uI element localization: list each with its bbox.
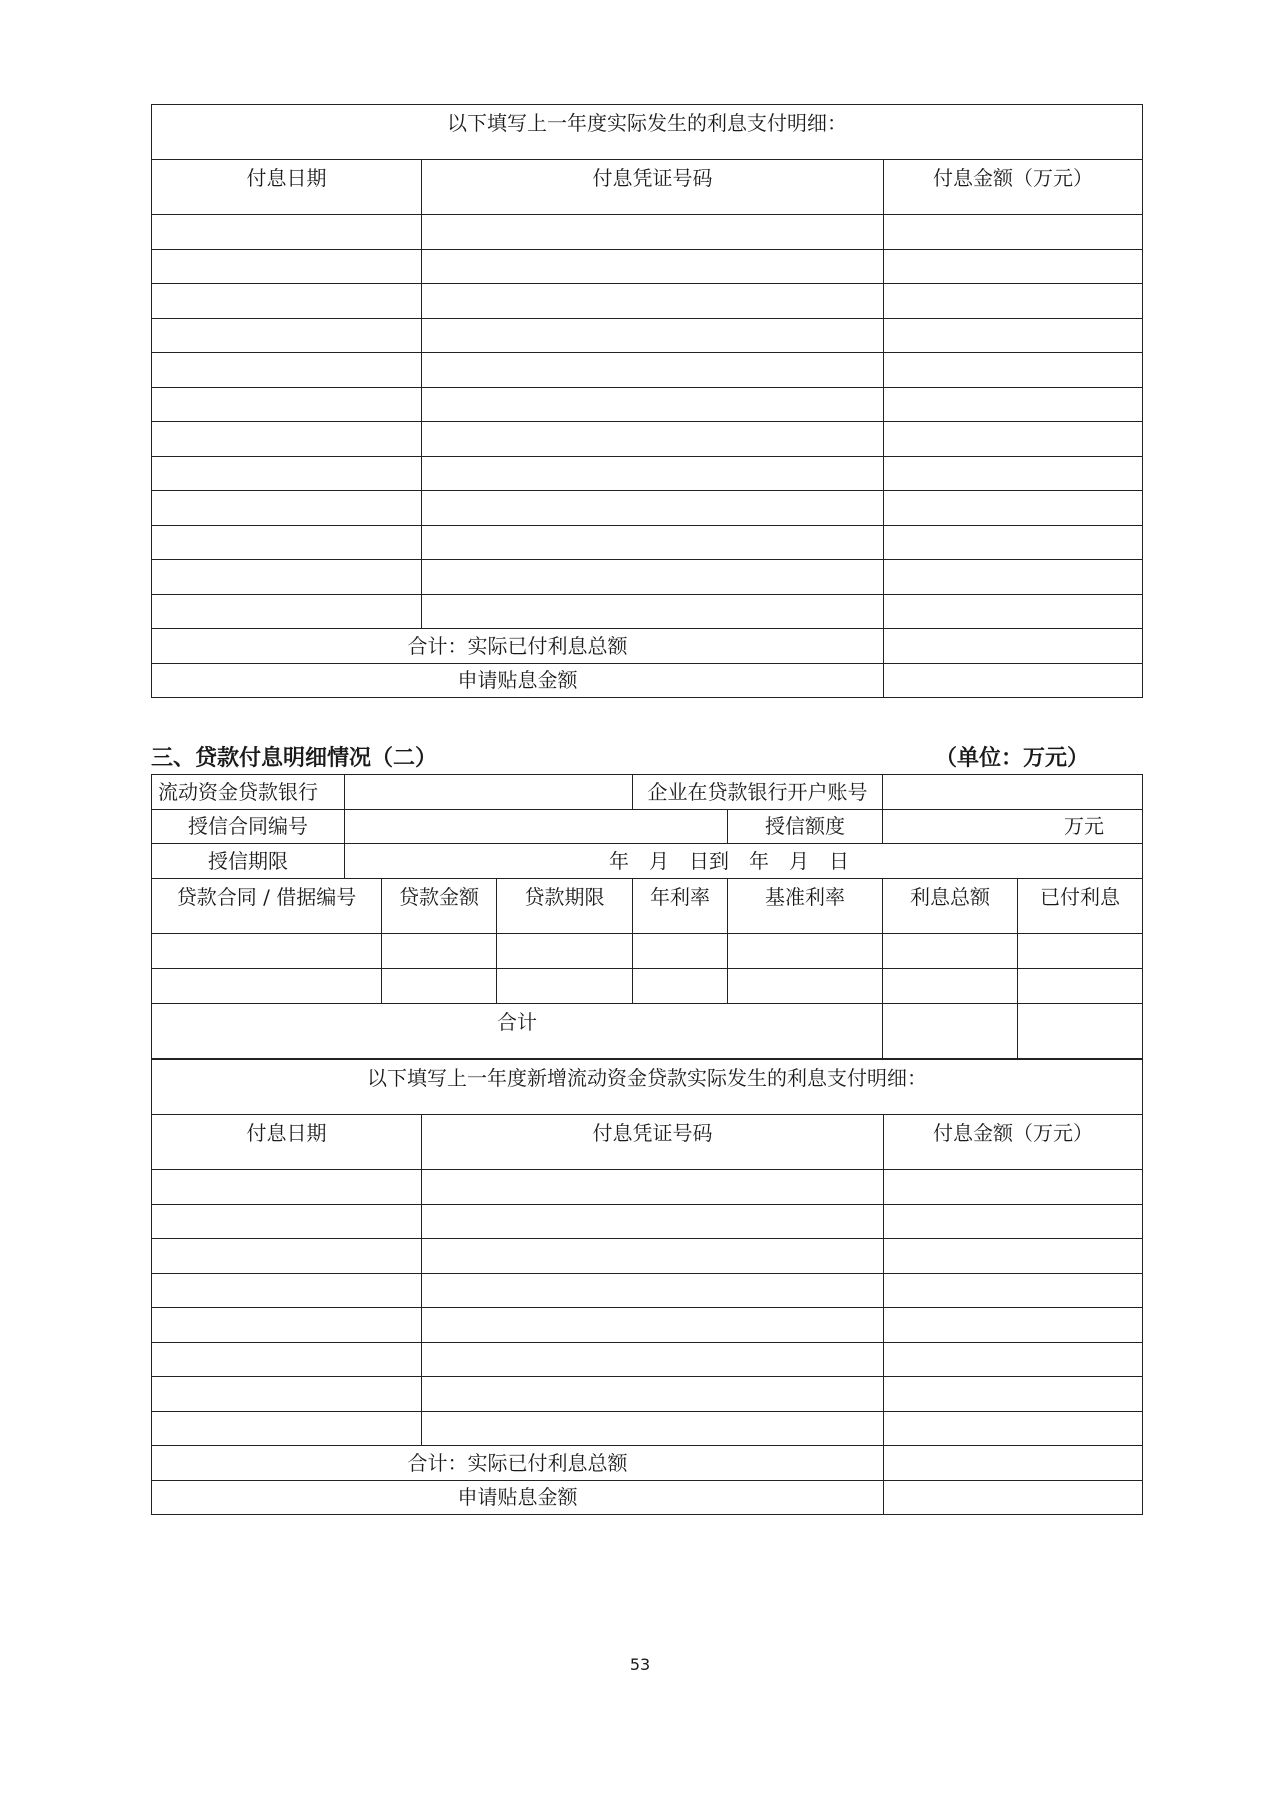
credit-amount-unit[interactable]: 万元 (883, 809, 1143, 844)
table-row (152, 1239, 1143, 1274)
header-paid-interest: 已付利息 (1018, 878, 1143, 933)
table-row (152, 968, 1143, 1003)
cell-voucher-no[interactable] (422, 456, 884, 491)
cell-pay-amount[interactable] (884, 1377, 1143, 1412)
table-row (152, 933, 1143, 968)
cell-pay-date[interactable] (152, 249, 422, 284)
cell-pay-amount[interactable] (884, 249, 1143, 284)
cell-voucher-no[interactable] (422, 215, 884, 250)
cell-pay-date[interactable] (152, 353, 422, 388)
table-row (152, 560, 1143, 595)
credit-term-label: 授信期限 (152, 844, 345, 879)
loan-sum-paid-interest[interactable] (1018, 1003, 1143, 1058)
cell-pay-amount[interactable] (884, 387, 1143, 422)
table-row (152, 525, 1143, 560)
cell-pay-amount[interactable] (884, 491, 1143, 526)
cell-loan-term[interactable] (497, 933, 633, 968)
total-paid-interest-label: 合计：实际已付利息总额 (152, 1446, 884, 1481)
cell-pay-amount[interactable] (884, 1411, 1143, 1446)
interest-payment-table-1 (151, 104, 1143, 698)
credit-contract-no-input[interactable] (345, 809, 728, 844)
cell-voucher-no[interactable] (422, 422, 884, 457)
cell-pay-date[interactable] (152, 560, 422, 595)
apply-subsidy-label: 申请贴息金额 (152, 663, 884, 698)
credit-contract-no-label: 授信合同编号 (152, 809, 345, 844)
header-loan-amount: 贷款金额 (382, 878, 497, 933)
cell-loan-contract-no[interactable] (152, 968, 382, 1003)
cell-pay-amount[interactable] (884, 422, 1143, 457)
cell-pay-date[interactable] (152, 1342, 422, 1377)
cell-pay-amount[interactable] (884, 1342, 1143, 1377)
section-title: 三、贷款付息明细情况（二） (151, 745, 438, 771)
table-row (152, 249, 1143, 284)
header-pay-amount: 付息金额（万元） (884, 1115, 1143, 1170)
cell-voucher-no[interactable] (422, 1239, 884, 1274)
cell-voucher-no[interactable] (422, 1308, 884, 1343)
credit-amount-label: 授信额度 (728, 809, 883, 844)
cell-pay-amount[interactable] (884, 318, 1143, 353)
header-loan-term: 贷款期限 (497, 878, 633, 933)
cell-voucher-no[interactable] (422, 353, 884, 388)
cell-voucher-no[interactable] (422, 1273, 884, 1308)
page-number: 53 (629, 1655, 651, 1674)
cell-voucher-no[interactable] (422, 387, 884, 422)
cell-pay-date[interactable] (152, 1308, 422, 1343)
apply-subsidy-label: 申请贴息金额 (152, 1480, 884, 1515)
cell-voucher-no[interactable] (422, 1342, 884, 1377)
header-loan-contract-no: 贷款合同 / 借据编号 (152, 878, 382, 933)
table2-note: 以下填写上一年度新增流动资金贷款实际发生的利息支付明细： (152, 1060, 1143, 1115)
cell-pay-amount[interactable] (884, 1273, 1143, 1308)
header-voucher-no: 付息凭证号码 (422, 160, 884, 215)
cell-pay-amount[interactable] (884, 594, 1143, 629)
cell-pay-date[interactable] (152, 318, 422, 353)
table-row (152, 353, 1143, 388)
cell-pay-amount[interactable] (884, 284, 1143, 319)
cell-voucher-no[interactable] (422, 284, 884, 319)
loan-detail-table-2 (151, 774, 1143, 1059)
cell-pay-amount[interactable] (884, 456, 1143, 491)
cell-pay-amount[interactable] (884, 1170, 1143, 1205)
cell-voucher-no[interactable] (422, 560, 884, 595)
cell-pay-amount[interactable] (884, 1239, 1143, 1274)
cell-paid-interest[interactable] (1018, 933, 1143, 968)
cell-voucher-no[interactable] (422, 1170, 884, 1205)
table-row (152, 215, 1143, 250)
table1-note: 以下填写上一年度实际发生的利息支付明细： (152, 105, 1143, 160)
loan-bank-label: 流动资金贷款银行 (152, 775, 345, 810)
table-row (152, 1308, 1143, 1343)
account-label: 企业在贷款银行开户账号 (633, 775, 883, 810)
cell-pay-date[interactable] (152, 1239, 422, 1274)
cell-voucher-no[interactable] (422, 1411, 884, 1446)
cell-base-rate[interactable] (728, 968, 883, 1003)
table-row (152, 284, 1143, 319)
cell-pay-amount[interactable] (884, 1204, 1143, 1239)
cell-loan-term[interactable] (497, 968, 633, 1003)
table-row (152, 456, 1143, 491)
cell-voucher-no[interactable] (422, 594, 884, 629)
cell-pay-date[interactable] (152, 491, 422, 526)
header-base-rate: 基准利率 (728, 878, 883, 933)
loan-sum-total-interest[interactable] (883, 1003, 1018, 1058)
cell-paid-interest[interactable] (1018, 968, 1143, 1003)
table-row (152, 1411, 1143, 1446)
table-row (152, 491, 1143, 526)
table-row (152, 1170, 1143, 1205)
account-input[interactable] (883, 775, 1143, 810)
table-row (152, 1342, 1143, 1377)
cell-pay-date[interactable] (152, 215, 422, 250)
header-pay-date: 付息日期 (152, 1115, 422, 1170)
total-paid-interest-value[interactable] (884, 629, 1143, 664)
cell-pay-amount[interactable] (884, 215, 1143, 250)
cell-pay-amount[interactable] (884, 353, 1143, 388)
header-pay-date: 付息日期 (152, 160, 422, 215)
header-total-interest: 利息总额 (883, 878, 1018, 933)
cell-total-interest[interactable] (883, 933, 1018, 968)
apply-subsidy-value[interactable] (884, 663, 1143, 698)
table-row (152, 318, 1143, 353)
cell-voucher-no[interactable] (422, 491, 884, 526)
table-row (152, 1273, 1143, 1308)
cell-pay-amount[interactable] (884, 1308, 1143, 1343)
cell-voucher-no[interactable] (422, 1377, 884, 1412)
total-paid-interest-label: 合计：实际已付利息总额 (152, 629, 884, 664)
unit-note: （单位：万元） (935, 745, 1090, 771)
cell-voucher-no[interactable] (422, 525, 884, 560)
interest-payment-table-2 (151, 1059, 1143, 1515)
cell-loan-amount[interactable] (382, 968, 497, 1003)
cell-voucher-no[interactable] (422, 249, 884, 284)
cell-pay-date[interactable] (152, 456, 422, 491)
cell-pay-date[interactable] (152, 422, 422, 457)
cell-pay-amount[interactable] (884, 525, 1143, 560)
total-paid-interest-value[interactable] (884, 1446, 1143, 1481)
cell-pay-date[interactable] (152, 1377, 422, 1412)
cell-voucher-no[interactable] (422, 1204, 884, 1239)
header-annual-rate: 年利率 (633, 878, 728, 933)
cell-pay-date[interactable] (152, 1411, 422, 1446)
credit-term-value[interactable]: 年 月 日到 年 月 日 (345, 844, 1143, 879)
cell-loan-amount[interactable] (382, 933, 497, 968)
cell-pay-date[interactable] (152, 387, 422, 422)
cell-base-rate[interactable] (728, 933, 883, 968)
cell-loan-contract-no[interactable] (152, 933, 382, 968)
cell-voucher-no[interactable] (422, 318, 884, 353)
table-row (152, 1204, 1143, 1239)
cell-annual-rate[interactable] (633, 968, 728, 1003)
cell-pay-date[interactable] (152, 594, 422, 629)
table-row (152, 1377, 1143, 1412)
cell-total-interest[interactable] (883, 968, 1018, 1003)
table-row (152, 594, 1143, 629)
cell-annual-rate[interactable] (633, 933, 728, 968)
table-row (152, 387, 1143, 422)
loan-sum-label: 合计 (152, 1003, 883, 1058)
cell-pay-date[interactable] (152, 1273, 422, 1308)
cell-pay-date[interactable] (152, 1204, 422, 1239)
loan-bank-input[interactable] (345, 775, 633, 810)
apply-subsidy-value[interactable] (884, 1480, 1143, 1515)
cell-pay-date[interactable] (152, 525, 422, 560)
cell-pay-amount[interactable] (884, 560, 1143, 595)
cell-pay-date[interactable] (152, 284, 422, 319)
table-row (152, 422, 1143, 457)
cell-pay-date[interactable] (152, 1170, 422, 1205)
header-voucher-no: 付息凭证号码 (422, 1115, 884, 1170)
header-pay-amount: 付息金额（万元） (884, 160, 1143, 215)
